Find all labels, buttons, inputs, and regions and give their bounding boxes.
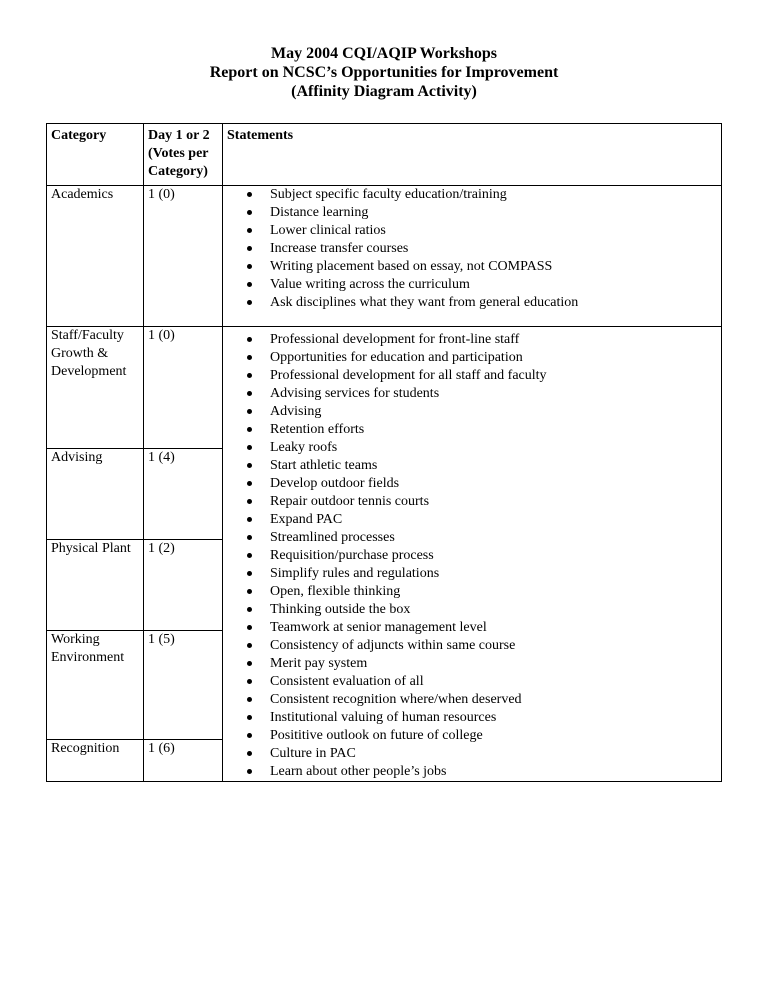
statement-list (245, 331, 721, 385)
statement-text: Distance learning (270, 205, 369, 220)
table-row (47, 327, 722, 449)
bullet-icon (247, 769, 252, 774)
statement-list (245, 186, 721, 312)
bullet-icon (247, 228, 252, 233)
statement-list (245, 385, 721, 439)
category-cell: Academics (47, 186, 144, 327)
statement-item (245, 583, 721, 601)
votes-cell: 1 (0) (144, 327, 223, 449)
statement-item (245, 457, 721, 475)
statement-item (245, 222, 721, 240)
statement-item (245, 367, 721, 385)
statement-text: Professional development for all staff and faculty (270, 368, 547, 383)
bullet-icon (247, 697, 252, 702)
bullet-icon (247, 679, 252, 684)
statement-item (245, 763, 721, 781)
statement-item (245, 547, 721, 565)
votes-cell: 1 (4) (144, 448, 223, 539)
header-statements: Statements (223, 124, 722, 186)
statement-text: Increase transfer courses (270, 241, 409, 256)
statement-text: Expand PAC (270, 512, 343, 527)
statement-item (245, 655, 721, 673)
statement-item (245, 691, 721, 709)
votes-cell: 1 (6) (144, 739, 223, 781)
statement-item (245, 439, 721, 457)
statement-item (245, 294, 721, 312)
statement-text: Repair outdoor tennis courts (270, 494, 430, 509)
statement-text: Professional development for front-line staff (270, 332, 520, 347)
statement-item (245, 529, 721, 547)
statement-item (245, 511, 721, 529)
statement-text: Consistency of adjuncts within same course (270, 638, 516, 653)
title-line-1: May 2004 CQI/AQIP Workshops (271, 45, 497, 62)
bullet-icon (247, 246, 252, 251)
statement-item (245, 619, 721, 637)
bullet-icon (247, 337, 252, 342)
statement-text: Learn about other people’s jobs (270, 764, 447, 779)
statement-text: Simplify rules and regulations (270, 566, 440, 581)
bullet-icon (247, 517, 252, 522)
statement-text: Leaky roofs (270, 440, 338, 455)
statement-list (245, 637, 721, 781)
bullet-icon (247, 373, 252, 378)
bullet-icon (247, 481, 252, 486)
improvement-table (46, 123, 722, 782)
bullet-icon (247, 733, 252, 738)
statement-text: Subject specific faculty education/training (270, 187, 507, 202)
statement-text: Writing placement based on essay, not COMPASS (270, 259, 553, 274)
statement-item (245, 475, 721, 493)
bullet-icon (247, 751, 252, 756)
bullet-icon (247, 192, 252, 197)
statement-item (245, 385, 721, 403)
statement-text: Requisition/purchase process (270, 548, 434, 563)
table-row (47, 186, 722, 327)
statement-item (245, 493, 721, 511)
statement-text: Value writing across the curriculum (270, 277, 470, 292)
statement-text: Opportunities for education and participation (270, 350, 523, 365)
bullet-icon (247, 535, 252, 540)
statement-item (245, 601, 721, 619)
statement-text: Merit pay system (270, 656, 368, 671)
statement-item (245, 276, 721, 294)
bullet-icon (247, 264, 252, 269)
statement-text: Posititive outlook on future of college (270, 728, 483, 743)
statement-text: Lower clinical ratios (270, 223, 386, 238)
document-title (0, 44, 768, 101)
bullet-icon (247, 589, 252, 594)
bullet-icon (247, 427, 252, 432)
statement-text: Ask disciplines what they want from general education (270, 295, 579, 310)
bullet-icon (247, 445, 252, 450)
bullet-icon (247, 282, 252, 287)
statement-text: Consistent recognition where/when deserved (270, 692, 522, 707)
bullet-icon (247, 300, 252, 305)
bullet-icon (247, 625, 252, 630)
statement-item (245, 727, 721, 745)
bullet-icon (247, 210, 252, 215)
category-cell: Physical Plant (47, 539, 144, 630)
header-category: Category (47, 124, 144, 186)
bullet-icon (247, 715, 252, 720)
statement-item (245, 186, 721, 204)
statement-item (245, 745, 721, 763)
statement-item (245, 403, 721, 421)
category-cell: Recognition (47, 739, 144, 781)
statements-cell (223, 327, 722, 782)
bullet-icon (247, 661, 252, 666)
statement-item (245, 637, 721, 655)
bullet-icon (247, 391, 252, 396)
statement-list (245, 439, 721, 529)
category-cell: Advising (47, 448, 144, 539)
votes-cell: 1 (5) (144, 630, 223, 739)
statement-text: Teamwork at senior management level (270, 620, 487, 635)
votes-cell: 1 (2) (144, 539, 223, 630)
statement-item (245, 240, 721, 258)
statement-text: Consistent evaluation of all (270, 674, 424, 689)
statement-text: Institutional valuing of human resources (270, 710, 497, 725)
statement-item (245, 258, 721, 276)
bullet-icon (247, 409, 252, 414)
statement-item (245, 709, 721, 727)
bullet-icon (247, 553, 252, 558)
category-cell: Staff/Faculty Growth & Development (47, 327, 144, 449)
statement-item (245, 349, 721, 367)
bullet-icon (247, 463, 252, 468)
bullet-icon (247, 355, 252, 360)
statement-text: Develop outdoor fields (270, 476, 400, 491)
statements-cell (223, 186, 722, 327)
statement-item (245, 673, 721, 691)
statement-item (245, 421, 721, 439)
statement-text: Culture in PAC (270, 746, 356, 761)
title-line-2: Report on NCSC’s Opportunities for Improvement (209, 64, 559, 81)
bullet-icon (247, 571, 252, 576)
statement-item (245, 204, 721, 222)
statement-text: Streamlined processes (270, 530, 395, 545)
title-line-3: (Affinity Diagram Activity) (291, 83, 477, 100)
statement-item (245, 565, 721, 583)
bullet-icon (247, 643, 252, 648)
statement-text: Advising services for students (270, 386, 440, 401)
bullet-icon (247, 499, 252, 504)
statement-text: Thinking outside the box (270, 602, 411, 617)
statement-list (245, 529, 721, 637)
statement-text: Advising (270, 404, 322, 419)
statement-text: Start athletic teams (270, 458, 378, 473)
statement-item (245, 331, 721, 349)
header-row (47, 124, 722, 186)
bullet-icon (247, 607, 252, 612)
votes-cell: 1 (0) (144, 186, 223, 327)
header-day-votes: Day 1 or 2 (Votes per Category) (144, 124, 223, 186)
statement-text: Open, flexible thinking (270, 584, 401, 599)
category-cell: Working Environment (47, 630, 144, 739)
statement-text: Retention efforts (270, 422, 365, 437)
